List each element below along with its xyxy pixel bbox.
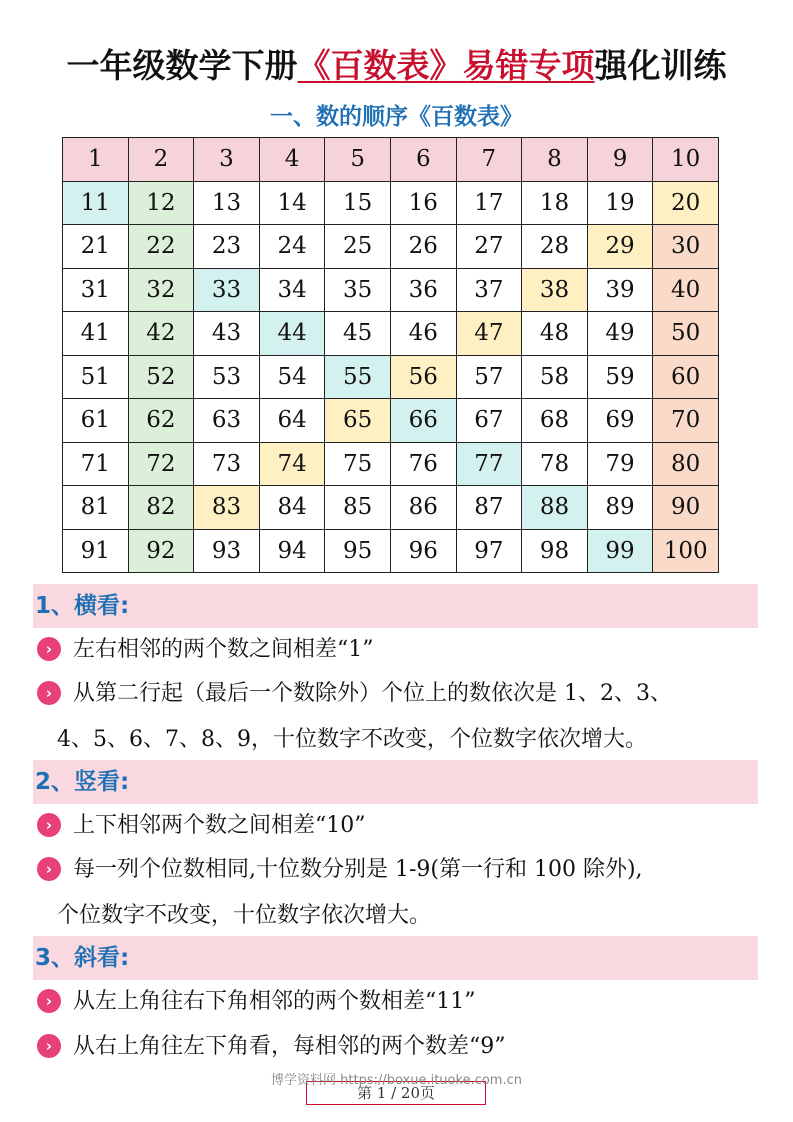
table-row [63, 355, 719, 399]
table-cell: 33 [194, 268, 260, 312]
table-cell: 38 [522, 268, 588, 312]
table-cell: 39 [587, 268, 653, 312]
table-cell: 57 [456, 355, 522, 399]
table-cell: 56 [390, 355, 456, 399]
table-cell: 97 [456, 529, 522, 573]
table-cell: 90 [653, 486, 719, 530]
table-cell: 27 [456, 225, 522, 269]
bullet-text: 左右相邻的两个数之间相差“1” [73, 637, 374, 662]
table-cell: 34 [259, 268, 325, 312]
table-cell: 58 [522, 355, 588, 399]
table-cell: 31 [63, 268, 129, 312]
table-cell: 17 [456, 181, 522, 225]
table-cell: 96 [390, 529, 456, 573]
bullet-text: 从左上角往右下角相邻的两个数相差“11” [73, 989, 476, 1014]
table-cell: 80 [653, 442, 719, 486]
table-cell: 91 [63, 529, 129, 573]
table-cell: 23 [194, 225, 260, 269]
hundred-chart-table [62, 137, 719, 573]
table-cell: 1 [63, 138, 129, 182]
table-cell: 14 [259, 181, 325, 225]
bullet-text: 每一列个位数相同,十位数分别是 1-9(第一行和 100 除外), [73, 857, 643, 882]
table-cell: 98 [522, 529, 588, 573]
table-cell: 7 [456, 138, 522, 182]
table-cell: 64 [259, 399, 325, 443]
table-cell: 9 [587, 138, 653, 182]
table-cell: 32 [128, 268, 194, 312]
table-row [63, 225, 719, 269]
arrow-bullet-icon: › [37, 1034, 61, 1058]
table-cell: 26 [390, 225, 456, 269]
table-cell: 54 [259, 355, 325, 399]
table-cell: 79 [587, 442, 653, 486]
table-cell: 10 [653, 138, 719, 182]
table-cell: 52 [128, 355, 194, 399]
table-cell: 99 [587, 529, 653, 573]
table-cell: 67 [456, 399, 522, 443]
table-cell: 5 [325, 138, 391, 182]
arrow-bullet-icon: › [37, 857, 61, 881]
table-row [63, 312, 719, 356]
bullet-text: 从第二行起（最后一个数除外）个位上的数依次是 1、2、3、 [73, 681, 672, 706]
table-cell: 73 [194, 442, 260, 486]
table-cell: 83 [194, 486, 260, 530]
table-cell: 42 [128, 312, 194, 356]
table-cell: 20 [653, 181, 719, 225]
table-cell: 12 [128, 181, 194, 225]
table-cell: 77 [456, 442, 522, 486]
table-cell: 87 [456, 486, 522, 530]
table-cell: 30 [653, 225, 719, 269]
table-cell: 41 [63, 312, 129, 356]
table-cell: 75 [325, 442, 391, 486]
table-cell: 29 [587, 225, 653, 269]
table-cell: 55 [325, 355, 391, 399]
arrow-bullet-icon: › [37, 813, 61, 837]
table-cell: 69 [587, 399, 653, 443]
table-cell: 61 [63, 399, 129, 443]
table-row [63, 181, 719, 225]
arrow-bullet-icon: › [37, 989, 61, 1013]
section-heading-diagonal: 3、斜看: [33, 936, 758, 980]
table-cell: 89 [587, 486, 653, 530]
table-cell: 16 [390, 181, 456, 225]
document-title [0, 40, 793, 87]
table-cell: 72 [128, 442, 194, 486]
table-cell: 3 [194, 138, 260, 182]
table-cell: 46 [390, 312, 456, 356]
table-cell: 28 [522, 225, 588, 269]
table-cell: 65 [325, 399, 391, 443]
table-row [63, 399, 719, 443]
table-cell: 85 [325, 486, 391, 530]
title-part1: 一年级数学下册 [66, 46, 298, 85]
title-part2: 《百数表》易错专项 [297, 46, 595, 85]
section-subtitle: 一、数的顺序《百数表》 [270, 104, 523, 130]
table-cell: 4 [259, 138, 325, 182]
table-cell: 78 [522, 442, 588, 486]
table-cell: 43 [194, 312, 260, 356]
table-cell: 25 [325, 225, 391, 269]
arrow-bullet-icon: › [37, 681, 61, 705]
table-cell: 8 [522, 138, 588, 182]
table-cell: 13 [194, 181, 260, 225]
table-cell: 51 [63, 355, 129, 399]
table-cell: 6 [390, 138, 456, 182]
table-cell: 47 [456, 312, 522, 356]
table-cell: 35 [325, 268, 391, 312]
table-cell: 21 [63, 225, 129, 269]
table-cell: 82 [128, 486, 194, 530]
table-cell: 95 [325, 529, 391, 573]
page-number: 第 1 / 20页 [306, 1081, 486, 1105]
table-cell: 93 [194, 529, 260, 573]
table-cell: 19 [587, 181, 653, 225]
table-cell: 94 [259, 529, 325, 573]
table-cell: 49 [587, 312, 653, 356]
table-cell: 100 [653, 529, 719, 573]
table-cell: 71 [63, 442, 129, 486]
bullet-text: 个位数字不改变，十位数字依次增大。 [57, 903, 432, 928]
table-cell: 62 [128, 399, 194, 443]
section-heading-vertical: 2、竖看: [33, 760, 758, 804]
table-cell: 59 [587, 355, 653, 399]
table-cell: 74 [259, 442, 325, 486]
table-cell: 53 [194, 355, 260, 399]
table-row [63, 486, 719, 530]
table-cell: 68 [522, 399, 588, 443]
watermark-site: 博学资料网 https://boxue.ituoke.com.cn [271, 1073, 522, 1088]
table-row [63, 138, 719, 182]
table-cell: 40 [653, 268, 719, 312]
table-cell: 36 [390, 268, 456, 312]
table-cell: 2 [128, 138, 194, 182]
table-cell: 84 [259, 486, 325, 530]
table-cell: 18 [522, 181, 588, 225]
table-cell: 88 [522, 486, 588, 530]
table-cell: 22 [128, 225, 194, 269]
bullet-text: 从右上角往左下角看，每相邻的两个数差“9” [73, 1034, 506, 1059]
table-cell: 44 [259, 312, 325, 356]
table-cell: 66 [390, 399, 456, 443]
arrow-bullet-icon: › [37, 637, 61, 661]
bullet-text: 4、5、6、7、8、9，十位数字不改变，个位数字依次增大。 [57, 727, 647, 752]
bullet-text: 上下相邻两个数之间相差“10” [73, 813, 366, 838]
table-cell: 11 [63, 181, 129, 225]
table-row [63, 529, 719, 573]
table-cell: 81 [63, 486, 129, 530]
table-cell: 24 [259, 225, 325, 269]
table-cell: 86 [390, 486, 456, 530]
table-cell: 50 [653, 312, 719, 356]
table-cell: 45 [325, 312, 391, 356]
table-cell: 15 [325, 181, 391, 225]
table-cell: 92 [128, 529, 194, 573]
table-cell: 76 [390, 442, 456, 486]
table-cell: 63 [194, 399, 260, 443]
table-cell: 37 [456, 268, 522, 312]
table-cell: 70 [653, 399, 719, 443]
table-row [63, 442, 719, 486]
table-row [63, 268, 719, 312]
table-cell: 48 [522, 312, 588, 356]
title-part3: 强化训练 [594, 46, 727, 85]
section-heading-horizontal: 1、横看: [33, 584, 758, 628]
table-cell: 60 [653, 355, 719, 399]
